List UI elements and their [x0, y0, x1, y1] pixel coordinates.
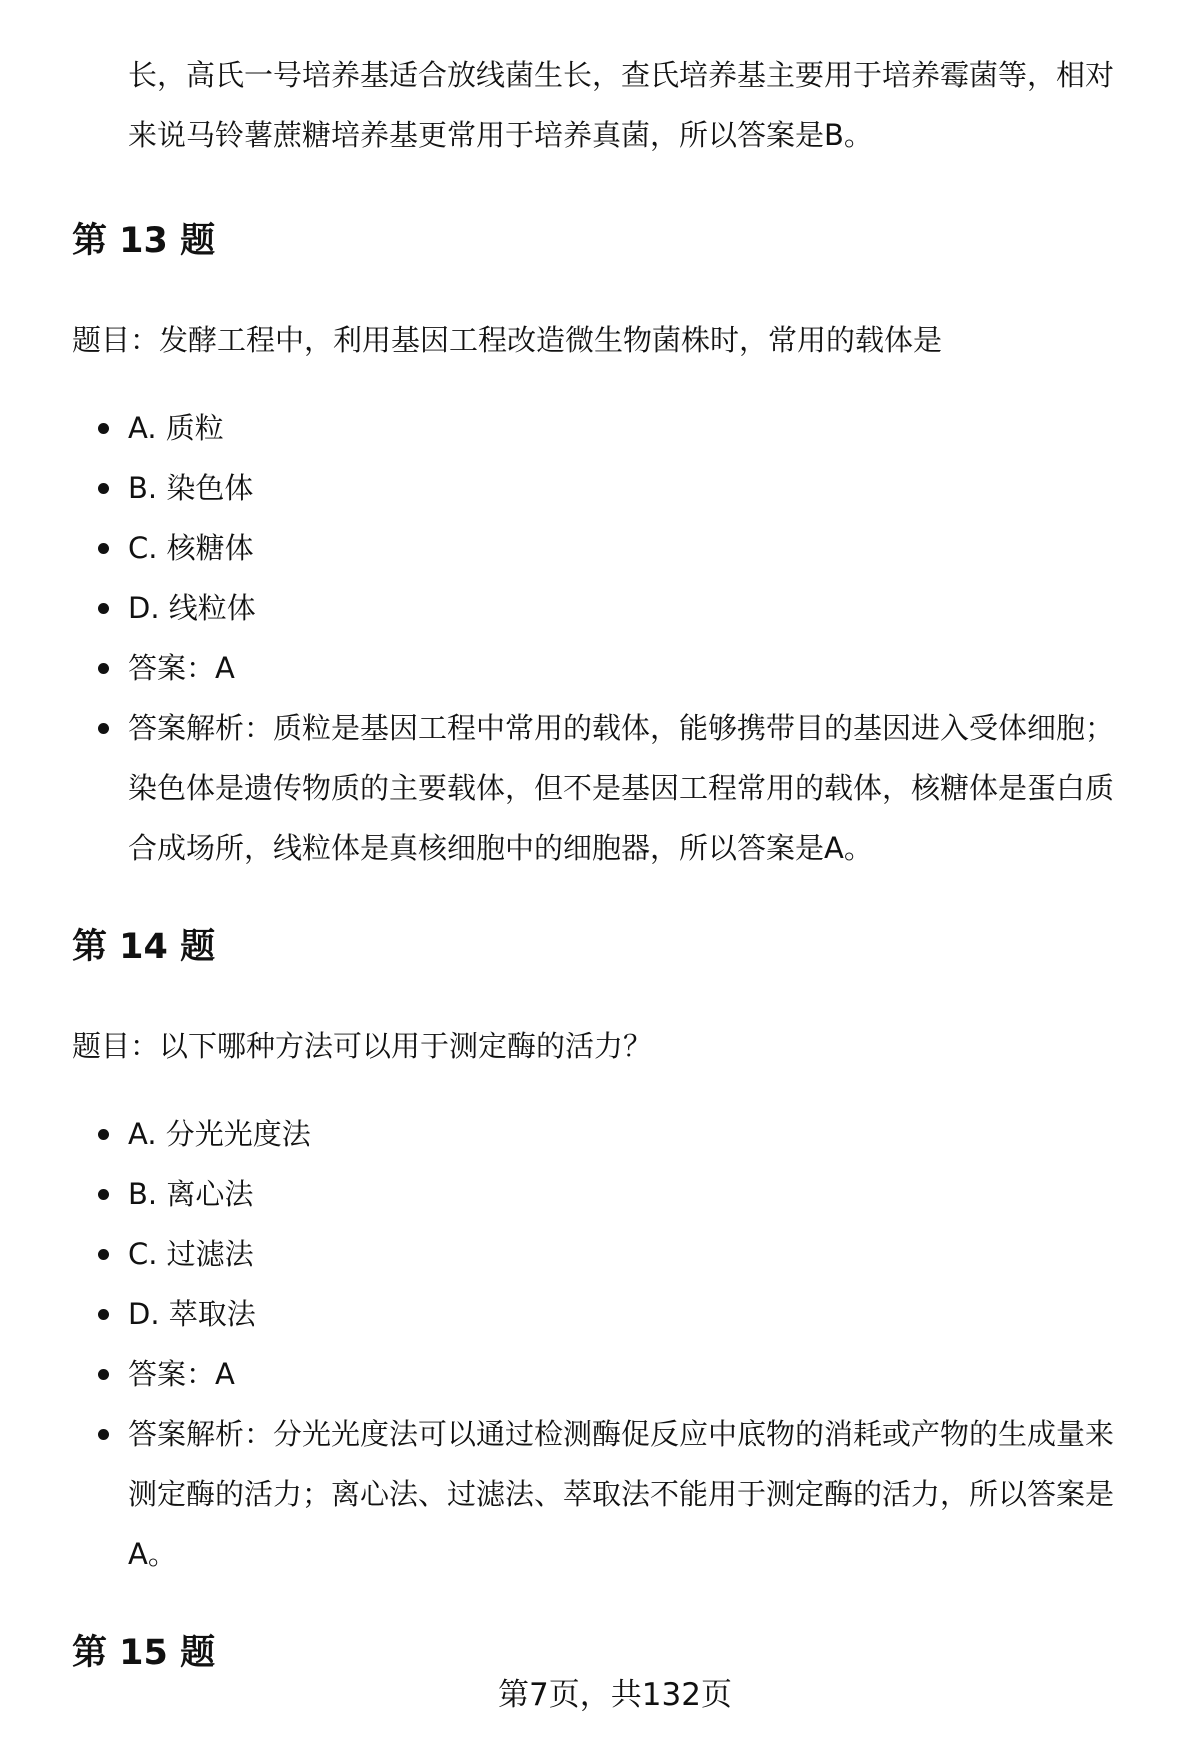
answer-text: 答案：A [128, 1357, 235, 1391]
explanation-line: 染色体是遗传物质的主要载体，但不是基因工程常用的载体，核糖体是蛋白质 [128, 771, 1115, 805]
option-text: A. 分光光度法 [128, 1117, 311, 1151]
bullet-icon [98, 543, 109, 554]
explanation-item [72, 1404, 1152, 1584]
option-item [72, 1104, 1152, 1164]
explanation-line: 测定酶的活力；离心法、过滤法、萃取法不能用于测定酶的活力，所以答案是 [128, 1477, 1115, 1511]
bullet-icon [98, 1249, 109, 1260]
bullet-icon [98, 423, 109, 434]
option-text: A. 质粒 [128, 411, 224, 445]
answer-text: 答案：A [128, 651, 235, 685]
question-13-prompt: 题目：发酵工程中，利用基因工程改造微生物菌株时，常用的载体是 [72, 323, 943, 357]
option-item [72, 1164, 1152, 1224]
option-item [72, 398, 1152, 458]
explanation-item [72, 698, 1152, 878]
question-14-prompt: 题目：以下哪种方法可以用于测定酶的活力？ [72, 1029, 653, 1063]
option-item [72, 518, 1152, 578]
answer-item [72, 1344, 1152, 1404]
explanation-line: A。 [128, 1537, 177, 1571]
option-text: B. 染色体 [128, 471, 254, 505]
question-13-list [72, 398, 1152, 878]
page-number: 第7页，共132页 [498, 1677, 732, 1713]
explanation-line: 答案解析：质粒是基因工程中常用的载体，能够携带目的基因进入受体细胞； [128, 711, 1115, 745]
bullet-icon [98, 1309, 109, 1320]
bullet-icon [98, 723, 109, 734]
explanation-line: 合成场所，线粒体是真核细胞中的细胞器，所以答案是A。 [128, 831, 873, 865]
bullet-icon [98, 1129, 109, 1140]
option-text: D. 萃取法 [128, 1297, 256, 1331]
bullet-icon [98, 663, 109, 674]
question-13-heading: 第 13 题 [72, 221, 216, 261]
answer-item [72, 638, 1152, 698]
question-14-heading: 第 14 题 [72, 927, 216, 967]
bullet-icon [98, 1369, 109, 1380]
bullet-icon [98, 603, 109, 614]
bullet-icon [98, 1189, 109, 1200]
option-text: C. 核糖体 [128, 531, 254, 565]
option-text: B. 离心法 [128, 1177, 254, 1211]
question-14-list [72, 1104, 1152, 1584]
continuation-line-1: 长，高氏一号培养基适合放线菌生长，查氏培养基主要用于培养霉菌等，相对 [128, 58, 1115, 92]
option-item [72, 578, 1152, 638]
explanation-line: 答案解析：分光光度法可以通过检测酶促反应中底物的消耗或产物的生成量来 [128, 1417, 1115, 1451]
option-item [72, 458, 1152, 518]
bullet-icon [98, 1429, 109, 1440]
continuation-line-2: 来说马铃薯蔗糖培养基更常用于培养真菌，所以答案是B。 [128, 118, 873, 152]
bullet-icon [98, 483, 109, 494]
question-15-heading: 第 15 题 [72, 1633, 216, 1673]
option-text: D. 线粒体 [128, 591, 256, 625]
option-item [72, 1224, 1152, 1284]
option-item [72, 1284, 1152, 1344]
option-text: C. 过滤法 [128, 1237, 254, 1271]
